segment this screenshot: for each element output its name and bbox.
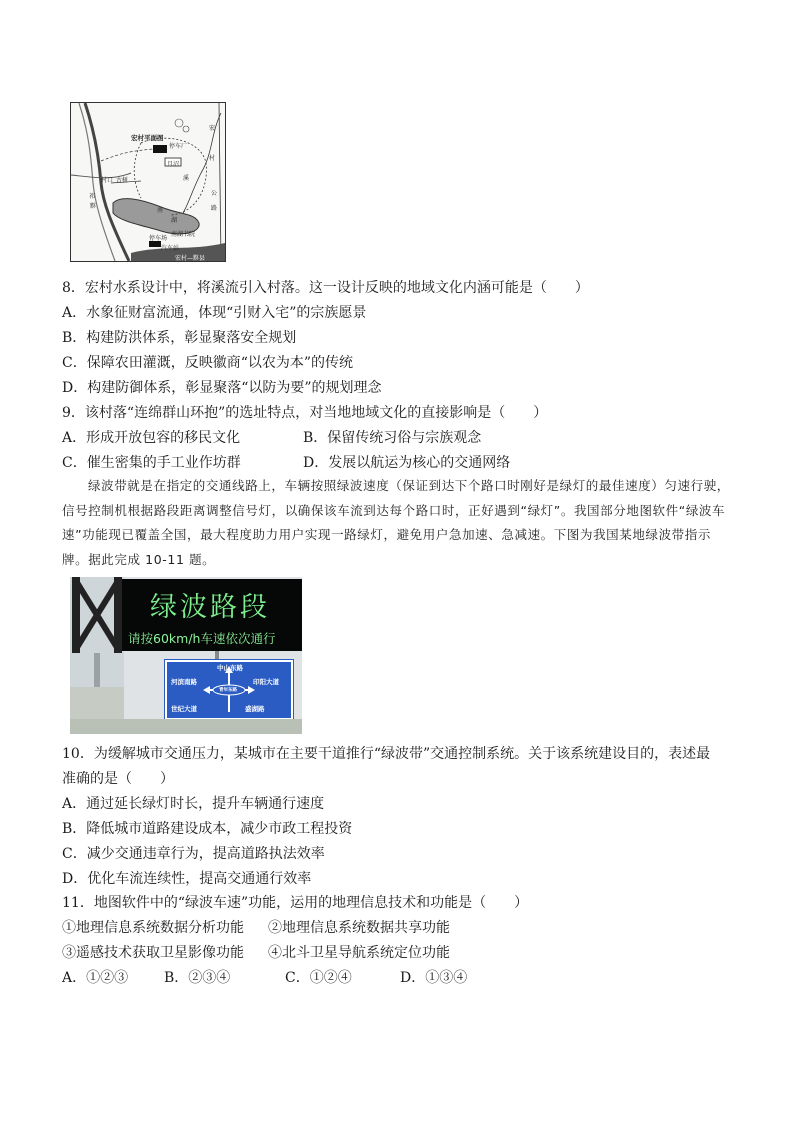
map-label-car: 汽车站: [161, 245, 180, 252]
q11-stem: 11．地图软件中的“绿波车速”功能，运用的地理信息技术和功能是（ ）: [62, 895, 529, 911]
q10-option-c: C．减少交通违章行为，提高道路执法效率: [62, 846, 325, 862]
map-label-road-left1: 祁: [89, 193, 96, 200]
passage-text: 绿波带就是在指定的交通线路上，车辆按照绿波速度（保证到达下个路口时刚好是绿灯的最佳速度）匀速行驶，信号控制机根据路段距离调整信号灯，以确保该车流到达每个路口时，正好遇到“绿灯”。我国部分地图软件“绿波车速”功能现已覆盖全国，最大程度助力用户实现一路绿灯，避免用户急加速、急减速。下图为我国某地绿波带指示牌。据此完成 10-11 题。: [62, 478, 730, 567]
q10-stem-line2: 准确的是（ ）: [62, 771, 174, 787]
q10-option-b: B．降低城市道路建设成本，减少市政工程投资: [62, 821, 353, 837]
q8-option-c: C．保障农田灌溉，反映徽商“以农为本”的传统: [62, 355, 354, 371]
map-drawing: [71, 103, 225, 261]
map-label-lake-south: 南: [157, 207, 164, 214]
q11-item-2: ②地理信息系统数据共享功能: [268, 920, 450, 936]
q8-option-d: D．构建防御体系，彰显聚落“以防为要”的规划理念: [62, 380, 382, 396]
q10-option-d: D．优化车流连续性，提高交通通行效率: [62, 871, 312, 887]
map-label-parking-bottom: 停车场: [149, 235, 168, 242]
village-plan-map: [70, 102, 226, 262]
map-label-xi: 溪: [183, 175, 190, 182]
green-wave-sign-photo: [70, 577, 302, 734]
q9-stem: 9．该村落“连绵群山环抱”的选址特点，对当地地域文化的直接影响是（ ）: [62, 405, 548, 421]
q9-option-b: B．保留传统习俗与宗族观念: [303, 430, 482, 446]
q11-item-3: ③遥感技术获取卫星影像功能: [62, 945, 244, 961]
map-label-lake-south2: 湖: [171, 217, 178, 224]
q10-stem-line1: 10．为缓解城市交通压力，某城市在主要干道推行“绿波带”交通控制系统。关于该系统建设目的，表述最: [62, 746, 711, 762]
map-label-village-gate: 村口: [101, 177, 114, 184]
sign-east-road: 印阳大道: [253, 678, 279, 686]
map-label-road-left2: 黟: [90, 203, 97, 210]
q11-option-d: D．①③④: [400, 970, 468, 986]
q8-option-a: A．水象征财富流通，体现“引财入宅”的宗族愿景: [62, 305, 367, 321]
led-sign-title: 绿波路段: [150, 592, 270, 623]
sign-center-road: 青年东路: [219, 688, 237, 693]
sign-west-road: 河滨南路: [171, 678, 197, 686]
q10-option-a: A．通过延长绿灯时长，提升车辆通行速度: [62, 796, 325, 812]
q11-option-c: C．①②④: [285, 970, 352, 986]
map-label-road-right4: 路: [211, 205, 218, 212]
led-sign-subtitle: 请按60km/h车速依次通行: [128, 631, 276, 646]
sign-southwest-road: 世纪大道: [171, 705, 197, 713]
map-label-road-right2: 村: [209, 155, 216, 162]
q11-item-4: ④北斗卫星导航系统定位功能: [268, 945, 450, 961]
map-label-road-right3: 公: [211, 190, 218, 197]
sign-south-road: 盛湖路: [245, 705, 265, 713]
map-label-road-bottom: 宏村—黟县: [175, 255, 206, 262]
map-label-moon-pond: 月沼: [167, 161, 180, 168]
map-label-ancient: 古树: [116, 177, 129, 184]
map-title: 宏村平面图: [131, 134, 164, 142]
map-label-parking-top: 停车厂: [169, 143, 188, 150]
map-label-road-right1: 宏: [209, 125, 216, 132]
map-label-school: 南湖书院: [171, 231, 196, 238]
q8-stem: 8．宏村水系设计中，将溪流引入村落。这一设计反映的地域文化内涵可能是（ ）: [62, 280, 589, 296]
q11-item-1: ①地理信息系统数据分析功能: [62, 920, 244, 936]
q9-option-d: D．发展以航运为核心的交通网络: [303, 455, 511, 471]
q11-option-b: B．②③④: [164, 970, 231, 986]
road-direction-sign: [165, 660, 293, 720]
q9-option-a: A．形成开放包容的移民文化: [62, 430, 241, 446]
q11-option-a: A．①②③: [62, 970, 129, 986]
green-wave-passage: [62, 474, 732, 572]
q9-option-c: C．催生密集的手工业作坊群: [62, 455, 241, 471]
led-sign-board: [122, 579, 302, 651]
q8-option-b: B．构建防洪体系，彰显聚落安全规划: [62, 330, 297, 346]
sign-north-road: 中山东路: [217, 664, 243, 672]
steel-frame: [70, 577, 124, 734]
